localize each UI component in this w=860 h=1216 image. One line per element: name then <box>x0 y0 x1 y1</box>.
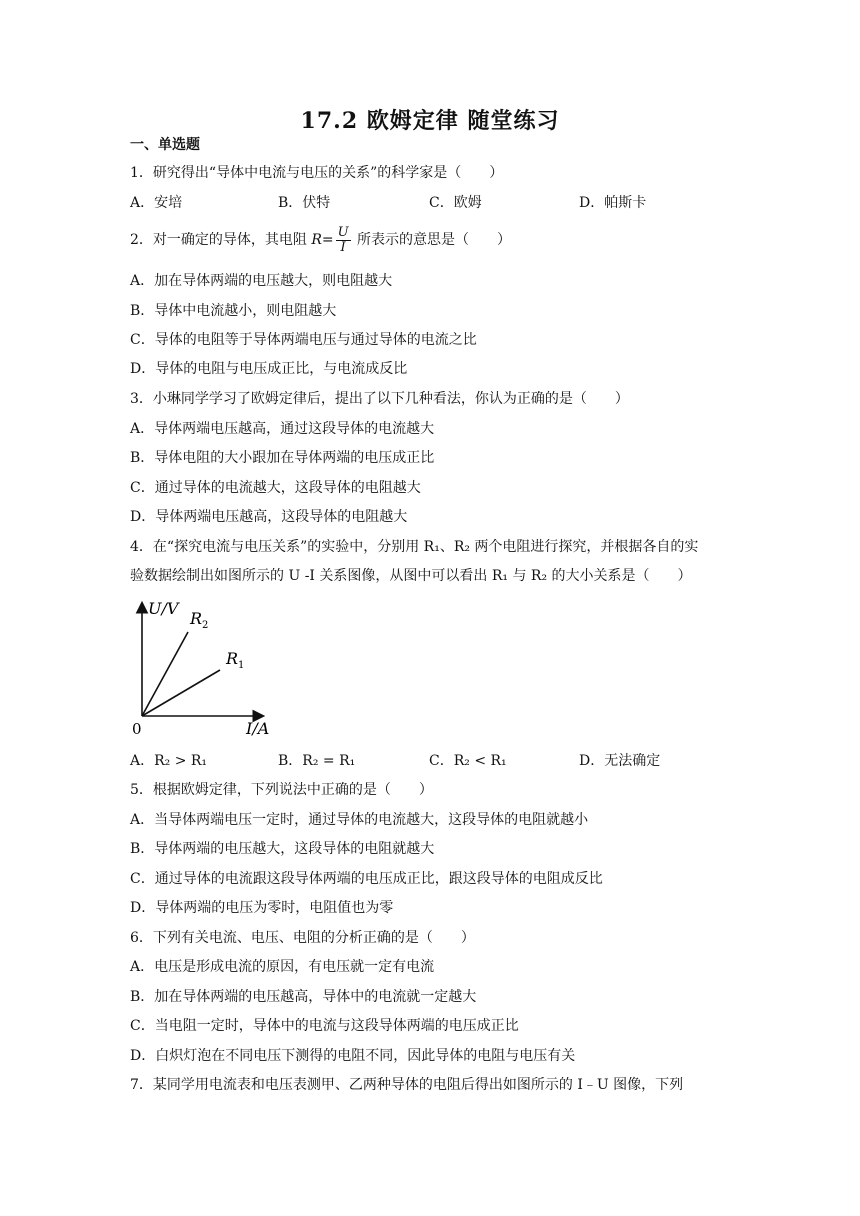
q6-option-d[interactable]: D．白炽灯泡在不同电压下测得的电阻不同，因此导体的电阻与电压有关 <box>130 1048 576 1064</box>
q6-option-b[interactable]: B．加在导体两端的电压越高，导体中的电流就一定越大 <box>130 989 477 1005</box>
q2-stem-after: 所表示的意思是（ ） <box>352 232 512 248</box>
q1-option-d[interactable]: D．帕斯卡 <box>579 195 647 211</box>
q3-option-b[interactable]: B．导体电阻的大小跟加在导体两端的电压成正比 <box>130 450 435 466</box>
q4-ui-graph <box>128 594 278 744</box>
q5-option-c[interactable]: C．通过导体的电流跟这段导体两端的电压成正比，跟这段导体的电阻成反比 <box>130 871 603 887</box>
q6-option-c[interactable]: C．当电阻一定时，导体中的电流与这段导体两端的电压成正比 <box>130 1018 519 1034</box>
graph-label-r1: $R_1$ <box>226 649 245 671</box>
q1-options <box>130 193 730 213</box>
q1-option-a[interactable]: A．安培 <box>130 195 183 211</box>
q7-stem: 7．某同学用电流表和电压表测甲、乙两种导体的电阻后得出如图所示的 I﹣U 图像，下列 <box>130 1077 684 1093</box>
q2-formula-numerator: U <box>337 224 349 240</box>
q3-stem: 3．小琳同学学习了欧姆定律后，提出了以下几种看法，你认为正确的是（ ） <box>130 391 629 407</box>
q5-option-d[interactable]: D．导体两端的电压为零时，电阻值也为零 <box>130 900 394 916</box>
graph-origin: 0 <box>132 720 142 738</box>
q4-options <box>130 751 730 771</box>
q2-option-c[interactable]: C．导体的电阻等于导体两端电压与通过导体的电流之比 <box>130 332 477 348</box>
page-title: 17.2 欧姆定律 随堂练习 <box>300 108 560 134</box>
q2-option-b[interactable]: B．导体中电流越小，则电阻越大 <box>130 303 337 319</box>
graph-y-label: U/V <box>148 599 179 618</box>
q2-option-a[interactable]: A．加在导体两端的电压越大，则电阻越大 <box>130 273 393 289</box>
q2-stem-before: 2．对一确定的导体，其电阻 <box>130 232 312 248</box>
graph-line-r2 <box>142 632 188 716</box>
q4-option-a[interactable]: A．R₂ > R₁ <box>130 753 208 769</box>
q5-option-b[interactable]: B．导体两端的电压越大，这段导体的电阻就越大 <box>130 841 435 857</box>
q5-option-a[interactable]: A．当导体两端电压一定时，通过导体的电流越大，这段导体的电阻就越小 <box>130 812 589 828</box>
section-heading: 一、单选题 <box>130 137 200 153</box>
q3-option-a[interactable]: A．导体两端电压越高，通过这段导体的电流越大 <box>130 421 435 437</box>
q4-option-c[interactable]: C．R₂ < R₁ <box>429 753 507 769</box>
q2-stem <box>130 224 511 256</box>
q4-option-d[interactable]: D．无法确定 <box>579 753 661 769</box>
q2-formula-denominator: I <box>340 239 346 255</box>
graph-label-r2: $R_2$ <box>190 609 209 631</box>
q4-option-b[interactable]: B．R₂ = R₁ <box>278 753 356 769</box>
q2-option-d[interactable]: D．导体的电阻与电压成正比，与电流成反比 <box>130 361 408 377</box>
q4-stem-line2: 验数据绘制出如图所示的 U -I 关系图像，从图中可以看出 R₁ 与 R₂ 的大小关系是（ ） <box>130 568 692 584</box>
q1-stem: 1．研究得出“导体中电流与电压的关系”的科学家是（ ） <box>130 165 504 181</box>
q5-stem: 5．根据欧姆定律，下列说法中正确的是（ ） <box>130 782 433 798</box>
q3-option-c[interactable]: C．通过导体的电流越大，这段导体的电阻越大 <box>130 480 421 496</box>
q6-stem: 6．下列有关电流、电压、电阻的分析正确的是（ ） <box>130 930 475 946</box>
q3-option-d[interactable]: D．导体两端电压越高，这段导体的电阻越大 <box>130 509 408 525</box>
q6-option-a[interactable]: A．电压是形成电流的原因，有电压就一定有电流 <box>130 959 435 975</box>
q1-option-b[interactable]: B．伏特 <box>278 195 331 211</box>
q1-option-c[interactable]: C．欧姆 <box>429 195 482 211</box>
q4-stem-line1: 4．在“探究电流与电压关系”的实验中，分别用 R₁、R₂ 两个电阻进行探究，并根据各自的实 <box>130 539 699 555</box>
q2-formula-lhs: R= <box>311 232 334 248</box>
q2-formula-fraction <box>336 226 351 255</box>
graph-x-label: I/A <box>246 719 270 738</box>
